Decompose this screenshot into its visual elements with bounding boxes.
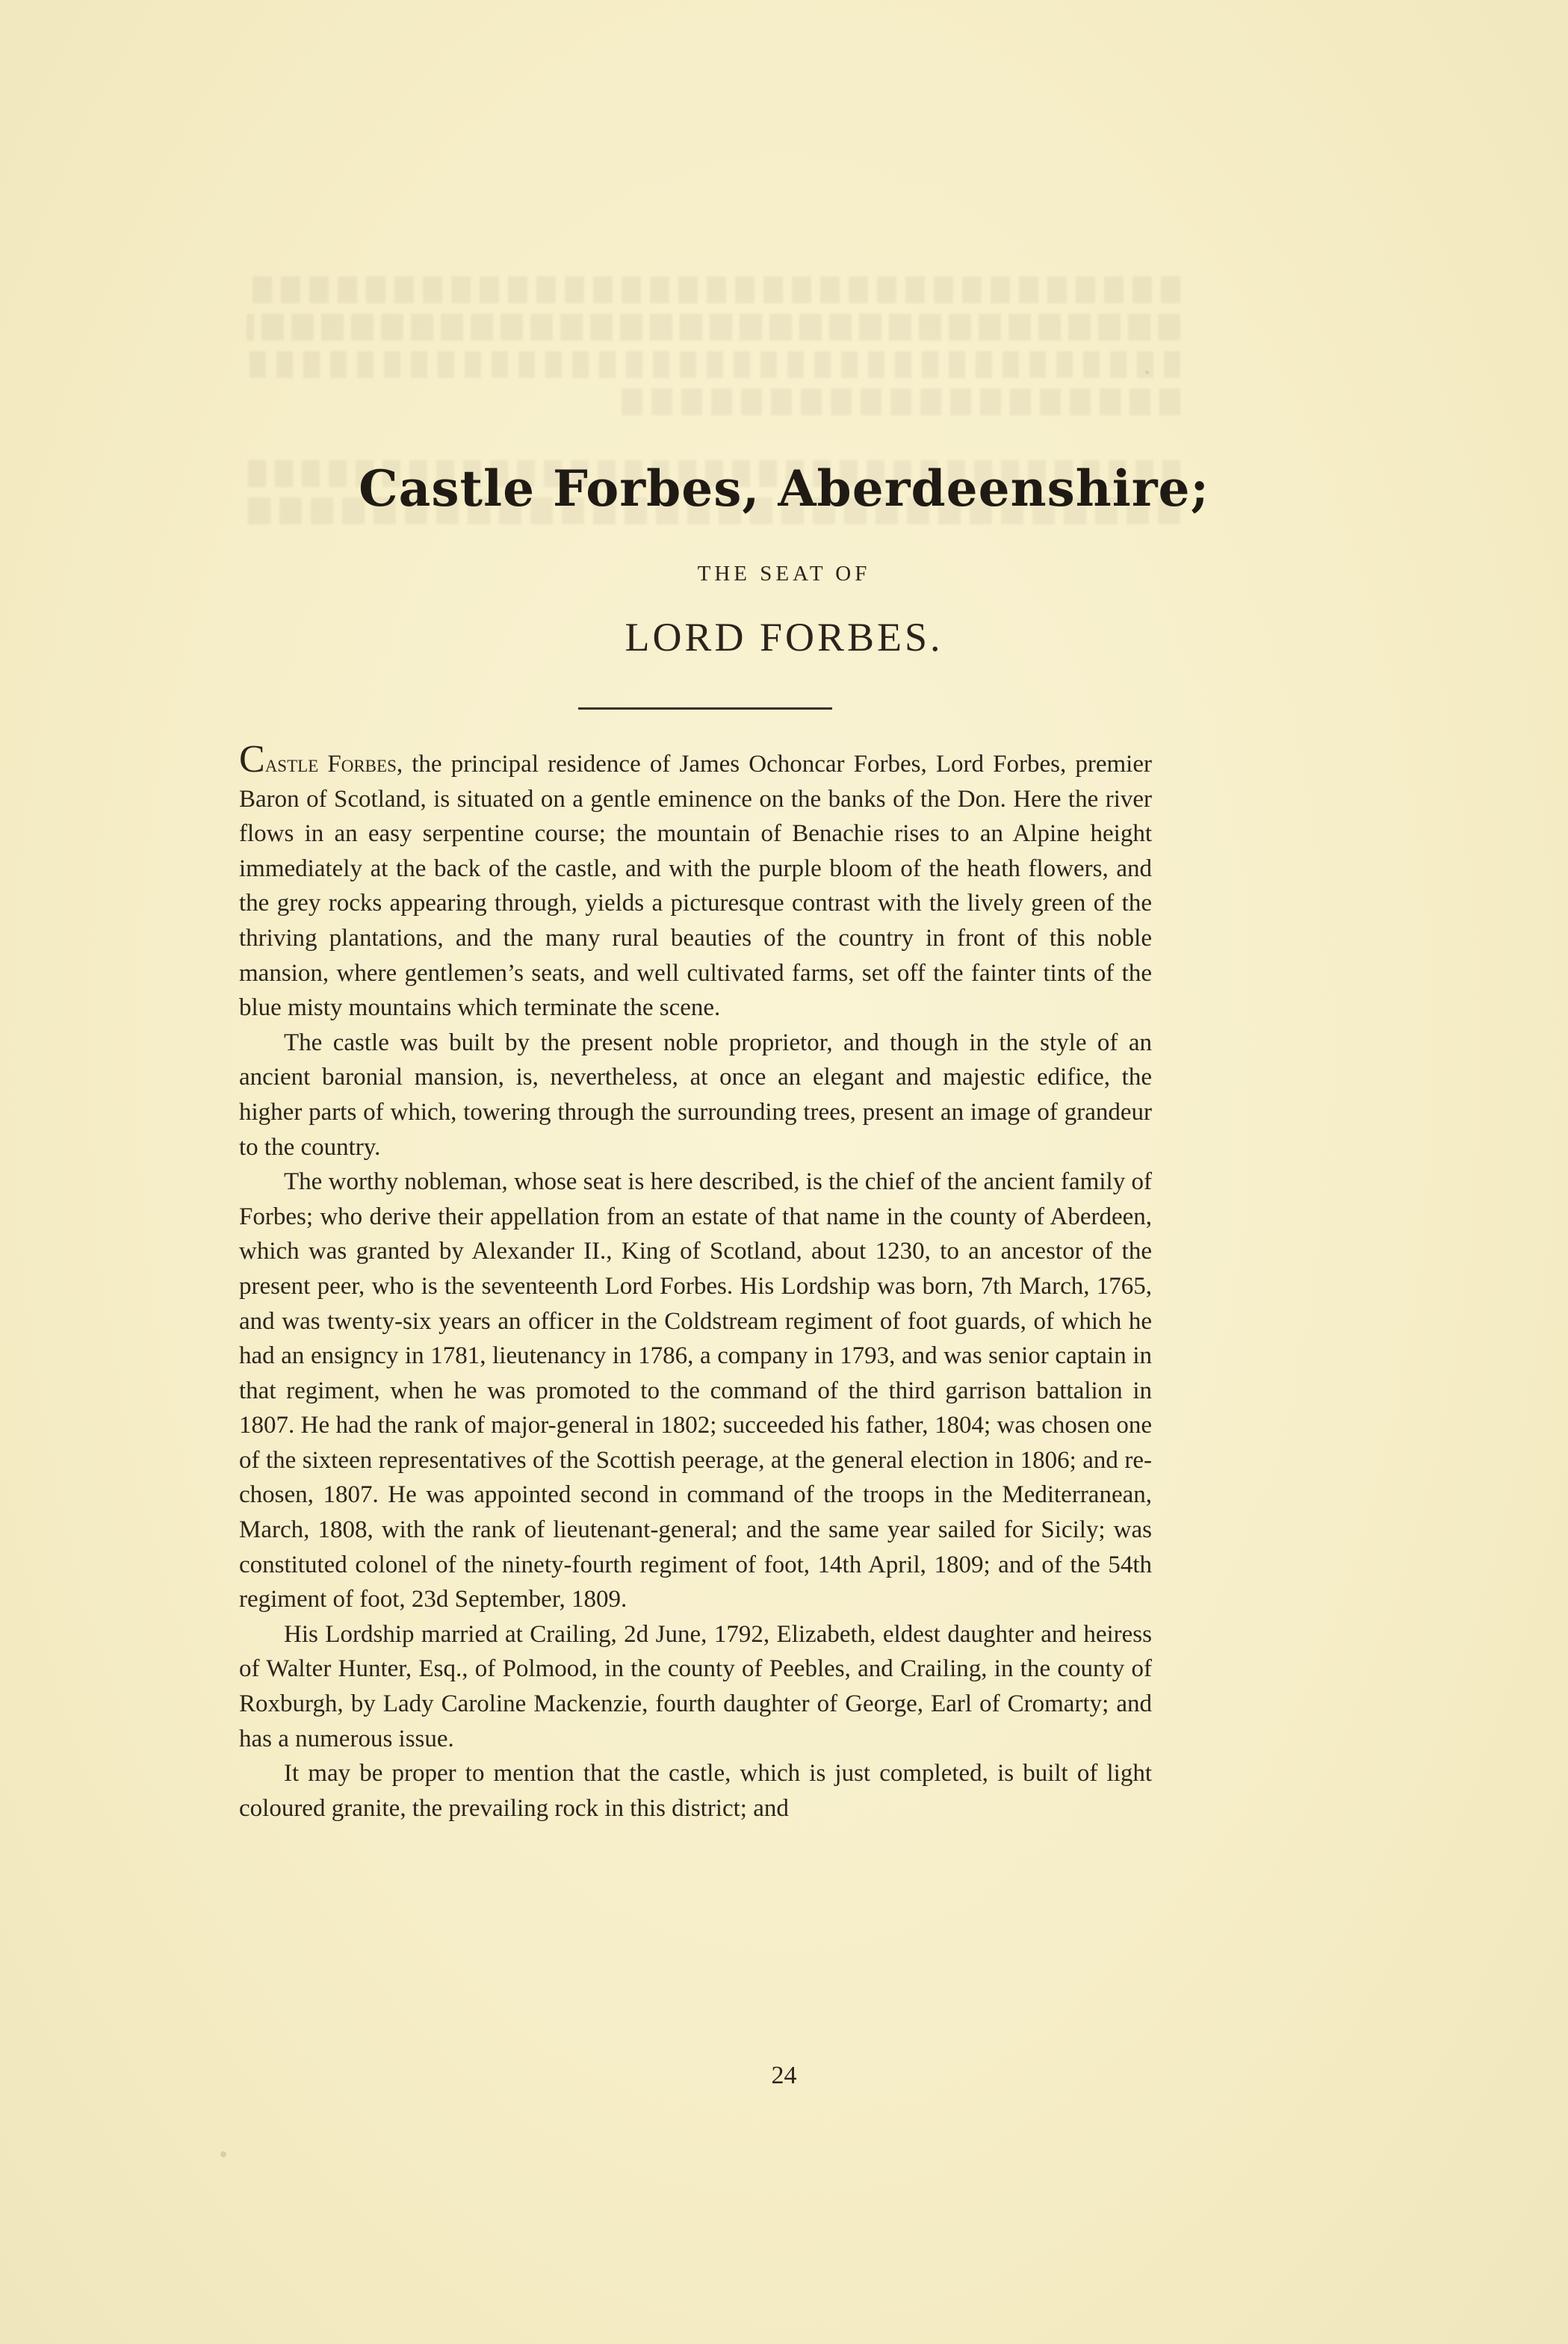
- paragraph-5: It may be proper to mention that the castle, which is just completed, is built of light coloured granite, the prevailing rock in this district; and: [239, 1760, 1152, 1822]
- show-through-texture: [247, 276, 1180, 560]
- paragraph-3: The worthy nobleman, whose seat is here described, is the chief of the ancient family of Forbes; who derive their appellation from an estate of that name in the county of Aberdeen, which was granted by Alexander II., King of Scotland, about 1230, to an ancestor of the present peer, who is the seventeenth Lord Forbes. His Lordship was born, 7th March, 1765, and was twenty-six years an officer in the Coldstream regiment of foot guards, of which he had an ensigncy in 1781, lieutenancy in 1786, a company in 1793, and was senior captain in that regiment, when he was promoted to the command of the third garrison battalion in 1807. He had the rank of major-general in 1802; succeeded his father, 1804; was chosen one of the sixteen representatives of the Scottish peerage, at the general election in 1806; and re-chosen, 1807. He was appointed second in command of the troops in the Mediterranean, March, 1808, with the rank of lieutenant-general; and the same year sailed for Sicily; was constituted colonel of the ninety-fourth regiment of foot, 14th April, 1809; and of the 54th regiment of foot, 23d September, 1809.: [239, 1168, 1152, 1613]
- paragraph-2: The castle was built by the present noble proprietor, and though in the style of an ancient baronial mansion, is, nevertheless, at once an elegant and majestic edifice, the higher parts of which, towering through the surrounding trees, present an image of grandeur to the country.: [239, 1029, 1152, 1161]
- article-body: [239, 738, 1152, 1826]
- owner-heading: LORD FORBES.: [625, 615, 943, 660]
- paper-speck: [1145, 370, 1149, 374]
- drop-cap: C: [239, 738, 265, 781]
- title-divider: [578, 707, 832, 710]
- paragraph-4: His Lordship married at Crailing, 2d June, 1792, Elizabeth, eldest daughter and heiress of Walter Hunter, Esq., of Polmood, in the county of Peebles, and Crailing, in the county of Roxburgh, by Lady Caroline Mackenzie, fourth daughter of George, Earl of Cromarty; and has a numerous issue.: [239, 1620, 1152, 1752]
- small-caps-lead: astle Forbes,: [264, 751, 403, 778]
- paragraph-1: [239, 738, 1152, 1026]
- subtitle-seat-of: THE SEAT OF: [697, 562, 871, 586]
- page-title: Castle Forbes, Aberdeenshire;: [359, 459, 1209, 518]
- paragraph-1-text: the principal residence of James Ochoncar Forbes, Lord Forbes, premier Baron of Scotland, is situated on a gentle eminence on the banks of the Don. Here the river flows in an easy serpentine course; the mountain of Benachie rises to an Alpine height immediately at the back of the castle, and with the purple bloom of the heath flowers, and the grey rocks appearing through, yields a picturesque contrast with the lively green of the thriving plantations, and the many rural beauties of the country in front of this noble mansion, where gentlemen’s seats, and well cultivated farms, set off the fainter tints of the blue misty mountains which terminate the scene.: [239, 751, 1152, 1022]
- page-number: 24: [771, 2062, 797, 2089]
- paper-speck: [220, 2151, 226, 2157]
